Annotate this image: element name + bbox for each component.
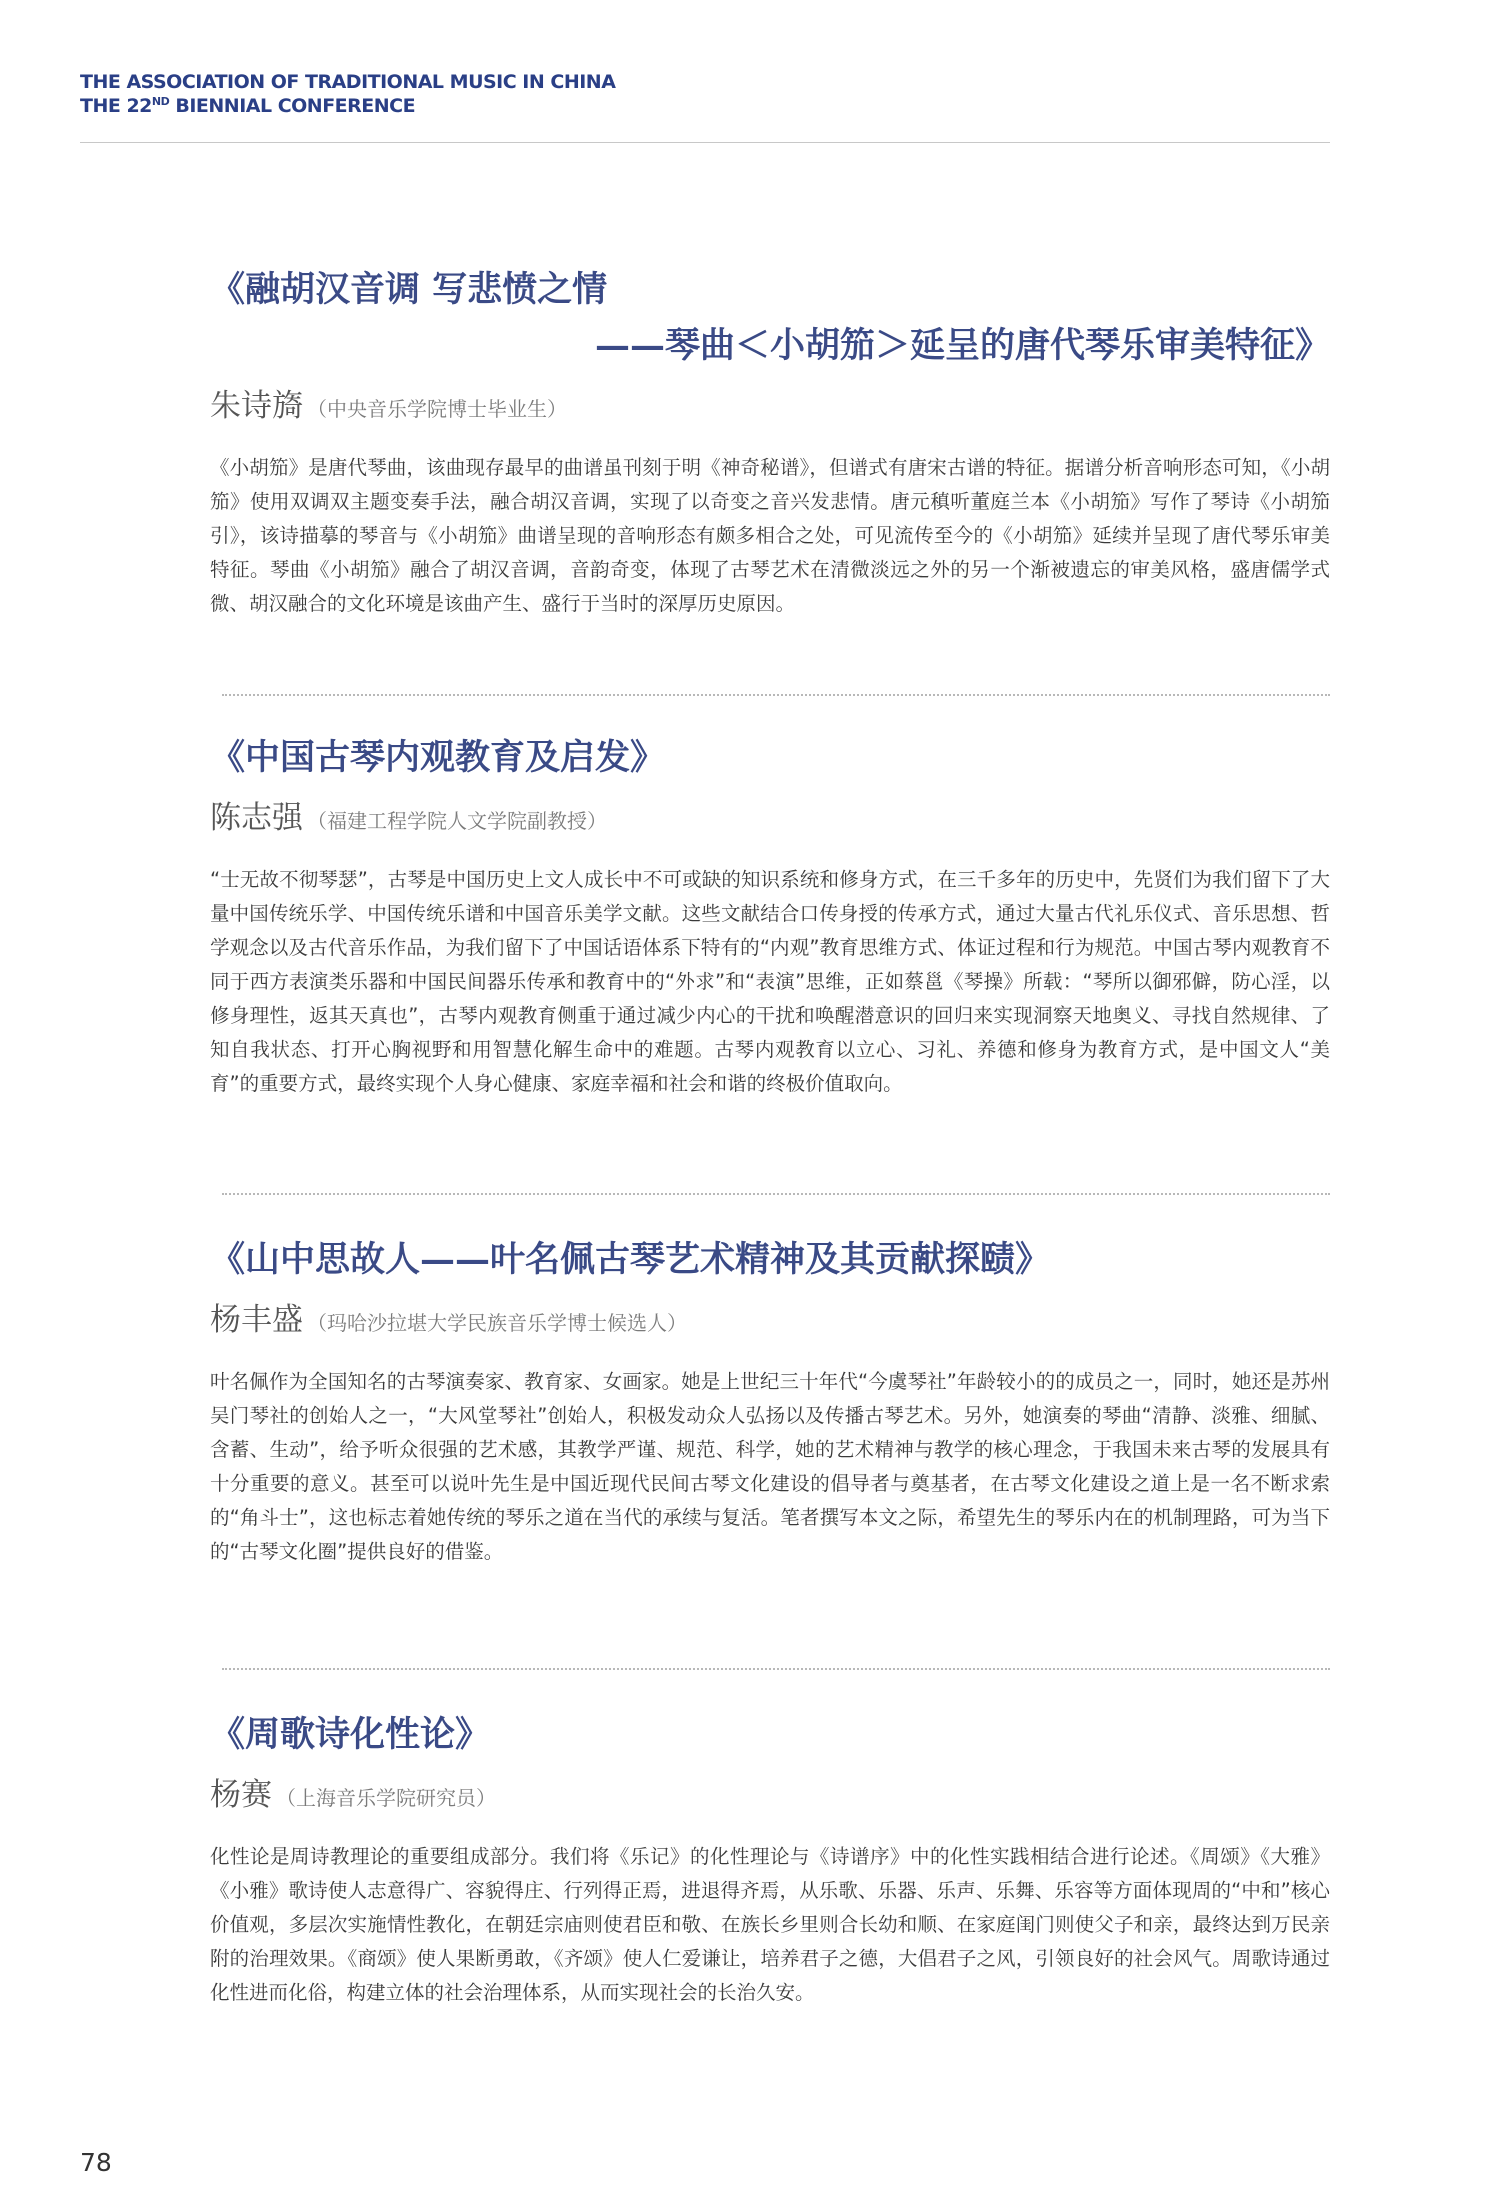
association-name: THE ASSOCIATION OF TRADITIONAL MUSIC IN CHINA [80, 71, 616, 93]
article-3 [210, 1232, 1330, 1569]
article-title-line-1: 《融胡汉音调 写悲愤之情 [210, 269, 608, 310]
article-divider [222, 694, 1330, 696]
author-line [210, 792, 1330, 837]
article-abstract: “士无故不彻琴瑟”，古琴是中国历史上文人成长中不可或缺的知识系统和修身方式，在三千多年的历史中，先贤们为我们留下了大量中国传统乐学、中国传统乐谱和中国音乐美学文献。这些文献结合口传身授的传承方式，通过大量古代礼乐仪式、音乐思想、哲学观念以及古代音乐作品，为我们留下了中国话语体系下特有的“内观”教育思维方式、体证过程和行为规范。中国古琴内观教育不同于西方表演类乐器和中国民间器乐传承和教育中的“外求”和“表演”思维，正如蔡邕《琴操》所载：“琴所以御邪僻，防心淫，以修身理性，返其天真也”，古琴内观教育侧重于通过减少内心的干扰和唤醒潜意识的回归来实现洞察天地奥义、寻找自然规律、了知自我状态、打开心胸视野和用智慧化解生命中的难题。古琴内观教育以立心、习礼、养德和修身为教育方式，是中国文人“美育”的重要方式，最终实现个人身心健康、家庭幸福和社会和谐的终极价值取向。 [210, 868, 1330, 1095]
author-affiliation: （上海音乐学院研究员） [276, 1786, 496, 1810]
article-abstract: 叶名佩作为全国知名的古琴演奏家、教育家、女画家。她是上世纪三十年代“今虞琴社”年龄较小的的成员之一，同时，她还是苏州吴门琴社的创始人之一，“大风堂琴社”创始人，积极发动众人弘扬以及传播古琴艺术。另外，她演奏的琴曲“清静、淡雅、细腻、含蓄、生动”，给予听众很强的艺术感，其教学严谨、规范、科学，她的艺术精神与教学的核心理念，于我国未来古琴的发展具有十分重要的意义。甚至可以说叶先生是中国近现代民间古琴文化建设的倡导者与奠基者，在古琴文化建设之道上是一名不断求索的“角斗士”，这也标志着她传统的琴乐之道在当代的承续与复活。笔者撰写本文之际，希望先生的琴乐内在的机制理路，可为当下的“古琴文化圈”提供良好的借鉴。 [210, 1370, 1330, 1563]
article-divider [222, 1668, 1330, 1670]
conference-header [80, 70, 1330, 118]
author-line [210, 380, 1330, 425]
article-title: 《山中思故人——叶名佩古琴艺术精神及其贡献探赜》 [210, 1239, 1051, 1280]
author-name: 杨丰盛 [210, 1302, 303, 1338]
article-abstract: 化性论是周诗教理论的重要组成部分。我们将《乐记》的化性理论与《诗谱序》中的化性实践相结合进行论述。《周颂》《大雅》《小雅》歌诗使人志意得广、容貌得庄、行列得正焉，进退得齐焉，从乐歌、乐器、乐声、乐舞、乐容等方面体现周的“中和”核心价值观，多层次实施情性教化，在朝廷宗庙则使君臣和敬、在族长乡里则合长幼和顺、在家庭闺门则使父子和亲，最终达到万民亲附的治理效果。《商颂》使人果断勇敢，《齐颂》使人仁爱谦让，培养君子之德，大倡君子之风，引领良好的社会风气。周歌诗通过化性进而化俗，构建立体的社会治理体系，从而实现社会的长治久安。 [210, 1845, 1330, 2004]
article-subtitle: ——琴曲＜小胡笳＞延呈的唐代琴乐审美特征》 [594, 325, 1330, 366]
author-affiliation: （福建工程学院人文学院副教授） [307, 809, 607, 833]
conference-name: THE 22ND BIENNIAL CONFERENCE [80, 95, 416, 117]
article-title: 《周歌诗化性论》 [210, 1714, 491, 1755]
article-abstract: 《小胡笳》是唐代琴曲，该曲现存最早的曲谱虽刊刻于明《神奇秘谱》，但谱式有唐宋古谱的特征。据谱分析音响形态可知，《小胡笳》使用双调双主题变奏手法，融合胡汉音调，实现了以奇变之音兴发悲情。唐元稹听董庭兰本《小胡笳》写作了琴诗《小胡笳引》，该诗描摹的琴音与《小胡笳》曲谱呈现的音响形态有颇多相合之处，可见流传至今的《小胡笳》延续并呈现了唐代琴乐审美特征。琴曲《小胡笳》融合了胡汉音调，音韵奇变，体现了古琴艺术在清微淡远之外的另一个渐被遗忘的审美风格，盛唐儒学式微、胡汉融合的文化环境是该曲产生、盛行于当时的深厚历史原因。 [210, 456, 1330, 615]
author-name: 朱诗旖 [210, 388, 303, 424]
author-affiliation: （玛哈沙拉堪大学民族音乐学博士候选人） [307, 1311, 687, 1335]
article-4 [210, 1707, 1330, 2010]
article-title [210, 262, 1330, 374]
author-line [210, 1294, 1330, 1339]
article-2 [210, 730, 1330, 1101]
header-divider [80, 142, 1330, 143]
article-title: 《中国古琴内观教育及启发》 [210, 737, 666, 778]
author-affiliation: （中央音乐学院博士毕业生） [307, 397, 567, 421]
article-1 [210, 262, 1330, 621]
author-line [210, 1769, 1330, 1814]
author-name: 杨赛 [210, 1777, 272, 1813]
page-number: 78 [80, 2148, 112, 2177]
author-name: 陈志强 [210, 800, 303, 836]
article-divider [222, 1193, 1330, 1195]
